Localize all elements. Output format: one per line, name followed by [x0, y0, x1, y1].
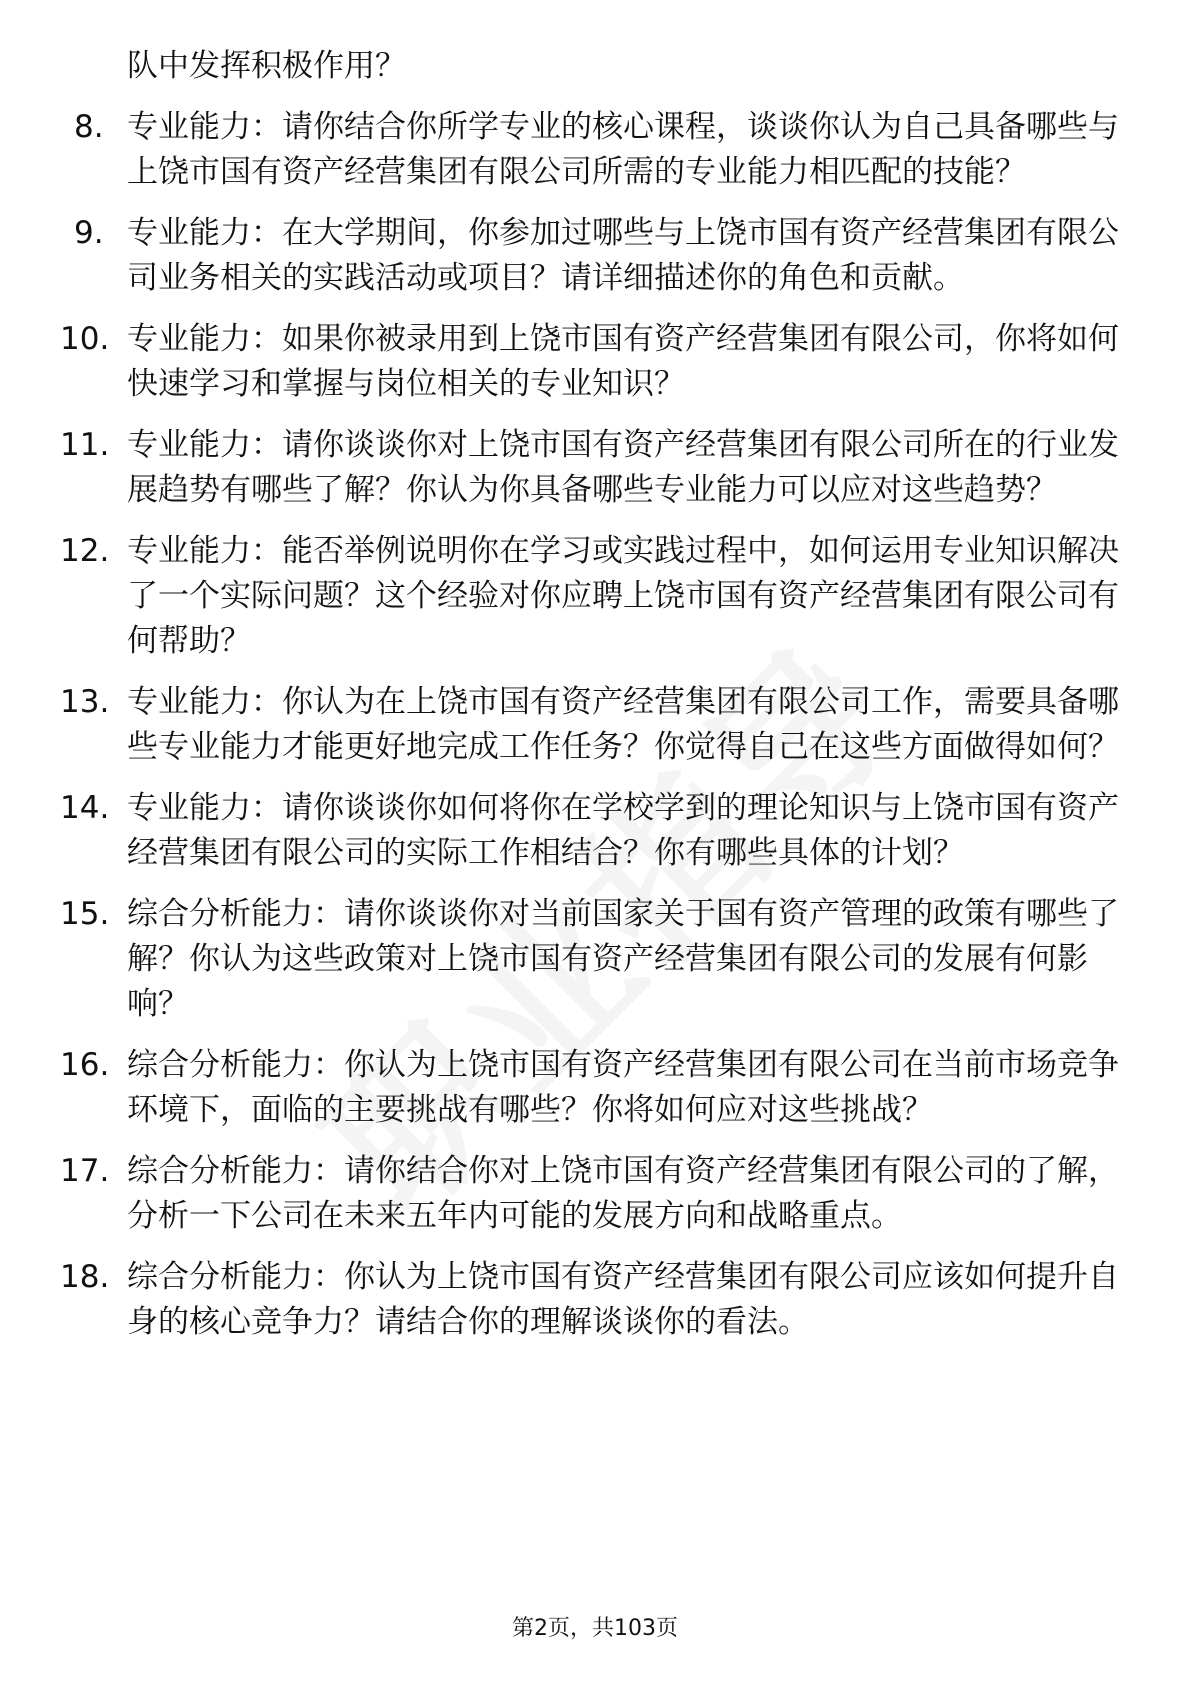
list-item: [60, 423, 1120, 513]
list-item: [60, 1149, 1120, 1239]
item-text: 专业能力：请你谈谈你对上饶市国有资产经营集团有限公司所在的行业发展趋势有哪些了解？你认为你具备哪些专业能力可以应对这些趋势？: [127, 427, 1119, 508]
item-number: 11.: [60, 427, 110, 463]
item-number: 10.: [60, 321, 110, 357]
item-number: 15.: [60, 896, 110, 932]
continuation-text: 队中发挥积极作用？: [127, 48, 406, 84]
item-number: 12.: [60, 533, 110, 569]
item-text: 专业能力：在大学期间，你参加过哪些与上饶市国有资产经营集团有限公司业务相关的实践活动或项目？请详细描述你的角色和贡献。: [127, 215, 1119, 296]
item-number: 13.: [60, 684, 110, 720]
item-number: 8.: [74, 109, 104, 145]
item-number: 9.: [74, 215, 104, 251]
item-number: 17.: [60, 1153, 110, 1189]
list-item: [60, 317, 1120, 407]
list-item: [60, 1043, 1120, 1133]
list-item: [60, 211, 1120, 301]
list-item: [60, 680, 1120, 770]
item-text: 综合分析能力：你认为上饶市国有资产经营集团有限公司应该如何提升自身的核心竞争力？请结合你的理解谈谈你的看法。: [127, 1259, 1119, 1340]
item-text: 综合分析能力：你认为上饶市国有资产经营集团有限公司在当前市场竞争环境下，面临的主要挑战有哪些？你将如何应对这些挑战？: [127, 1047, 1119, 1128]
item-text: 综合分析能力：请你谈谈你对当前国家关于国有资产管理的政策有哪些了解？你认为这些政策对上饶市国有资产经营集团有限公司的发展有何影响？: [127, 896, 1119, 1022]
list-item: [60, 105, 1120, 195]
item-number: 14.: [60, 790, 110, 826]
item-text: 综合分析能力：请你结合你对上饶市国有资产经营集团有限公司的了解，分析一下公司在未来五年内可能的发展方向和战略重点。: [127, 1153, 1119, 1234]
list-item: [60, 892, 1120, 1027]
list-item: [60, 529, 1120, 664]
item-text: 专业能力：如果你被录用到上饶市国有资产经营集团有限公司，你将如何快速学习和掌握与岗位相关的专业知识？: [127, 321, 1119, 402]
list-item: [60, 1255, 1120, 1345]
item-text: 专业能力：能否举例说明你在学习或实践过程中，如何运用专业知识解决了一个实际问题？这个经验对你应聘上饶市国有资产经营集团有限公司有何帮助？: [127, 533, 1119, 659]
page-number-footer: 第2页，共103页: [512, 1616, 678, 1641]
item-text: 专业能力：请你谈谈你如何将你在学校学到的理论知识与上饶市国有资产经营集团有限公司的实际工作相结合？你有哪些具体的计划？: [127, 790, 1119, 871]
question-list: [60, 44, 1120, 1345]
item-text: 专业能力：请你结合你所学专业的核心课程，谈谈你认为自己具备哪些与上饶市国有资产经营集团有限公司所需的专业能力相匹配的技能？: [127, 109, 1119, 190]
list-item: [60, 786, 1120, 876]
item-number: 16.: [60, 1047, 110, 1083]
item-number: 18.: [60, 1259, 110, 1295]
item-text: 专业能力：你认为在上饶市国有资产经营集团有限公司工作，需要具备哪些专业能力才能更好地完成工作任务？你觉得自己在这些方面做得如何？: [127, 684, 1119, 765]
